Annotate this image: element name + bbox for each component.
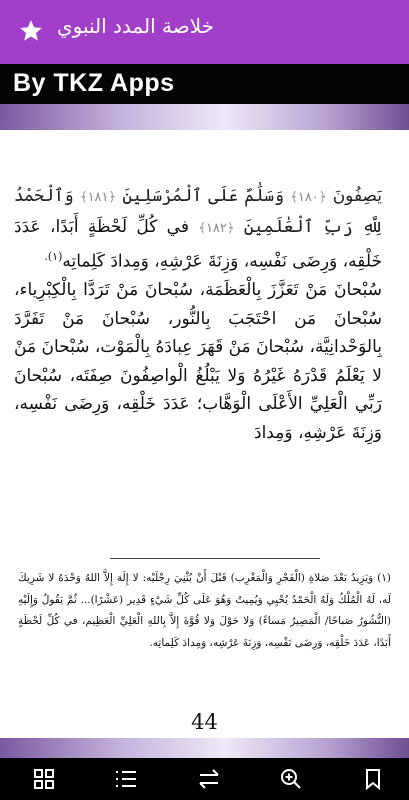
footnote-text: (١) وَيَزِيدُ بَعْدَ صَلاةِ (الْفَجْرِ وَالْمَغْرِب) قَبْلَ أَنْ يُثْنِيَ رِجْلَيْه: لا إِلَهَ إِلاَّ اللهُ وَحْدَهُ لا شَرِيكَ لَه، لَهُ الْمُلْكُ وَلَهُ الْحَمْدُ يُحْيِي وَيُمِيتُ وَهُوَ عَلَى كُلِّ شَيْءٍ قَدِير (عَشْرًا)... ثُمَّ يَقُولُ وَإِلَيْهِ (النُّشُورُ صَباحًا/ الْمَصِيرُ مَساءً) وَلا حَوْلَ وَلا قُوَّةَ إِلاَّ بِاللهِ الْعَلِيِّ الْعَظِيم، في كُلِّ لَحْظَةٍ أَبَدًا، عَدَدَ خَلْقِه، وَرِضَى نَفْسِه، وَزِنَةَ عَرْشِه، وَمِدادَ كَلِماتِه. <box>18 572 391 649</box>
page-body <box>14 182 382 447</box>
bottom-nav <box>0 758 409 800</box>
decorative-strip-bottom <box>0 738 409 758</box>
book-page <box>0 130 409 738</box>
bookmark-button[interactable] <box>357 763 389 795</box>
verse-text: وَٱلْحَمْدُ لِلَّهِ رَبِّ ٱلْعَٰلَمِينَ <box>14 186 383 237</box>
prayer-text: في كُلِّ لَحْظَةٍ أَبَدًا، عَدَدَ خَلْقِه، وَرِضَى نَفْسِه، وَزِنَةَ عَرْشِهِ، وَمِدادَ كَلِماتِه <box>14 216 382 272</box>
zoom-in-button[interactable] <box>275 763 307 795</box>
swap-button[interactable] <box>193 763 225 795</box>
footnote-divider <box>110 558 320 559</box>
decorative-strip-top <box>0 104 409 130</box>
app-title: خلاصة المدد النبوي <box>56 14 214 38</box>
swap-icon <box>197 767 221 791</box>
star-icon[interactable] <box>10 10 52 52</box>
ayah-number: ﴿١٨٢﴾ <box>198 220 235 236</box>
footnote <box>18 568 391 654</box>
list-button[interactable] <box>110 763 142 795</box>
footnote-ref[interactable]: (١). <box>44 250 63 263</box>
grid-icon <box>32 767 56 791</box>
zoom-in-icon <box>279 767 303 791</box>
page-number: 44 <box>191 710 218 734</box>
paragraph-2: سُبْحانَ مَنْ تَعَزَّزَ بِالْعَظَمَة، سُبْحانَ مَنْ تَرَدَّا بِالْكِبْرِياء، سُبْحانَ مَن احْتَجَبَ بِالنُّور، سُبْحانَ مَنْ تَفَرَّدَ بِالوَحْدانِيَّة، سُبْحانَ مَنْ قَهَرَ عِبادَهُ بِالْمَوْت، سُبْحانَ مَنْ لا يَعْلَمُ قَدْرَهُ غَيْرُهُ وَلا يَبْلُغُ الْواصِفُونَ صِفَتَه، سُبْحانَ رَبِّي الْعَلِيِّ الأَعْلَى الْوَهَّاب؛ عَدَدَ خَلْقِه، وَرِضَى نَفْسِه، وَزِنَةَ عَرْشِهِ، وَمِدادَ <box>14 280 382 443</box>
verse-text: وَسَلَٰمٌ عَلَى ٱلْمُرْسَلِينَ <box>122 186 285 206</box>
ayah-number: ﴿١٨٠﴾ <box>290 190 327 205</box>
ayah-number: ﴿١٨١﴾ <box>79 190 117 205</box>
bookmark-icon <box>361 767 385 791</box>
app-bar <box>0 0 409 64</box>
verse-text: يَصِفُونَ <box>332 186 383 206</box>
brand-text: By TKZ Apps <box>13 69 175 97</box>
list-icon <box>114 767 138 791</box>
paragraph-1 <box>14 182 382 276</box>
grid-button[interactable] <box>28 763 60 795</box>
brand-banner <box>0 64 409 104</box>
